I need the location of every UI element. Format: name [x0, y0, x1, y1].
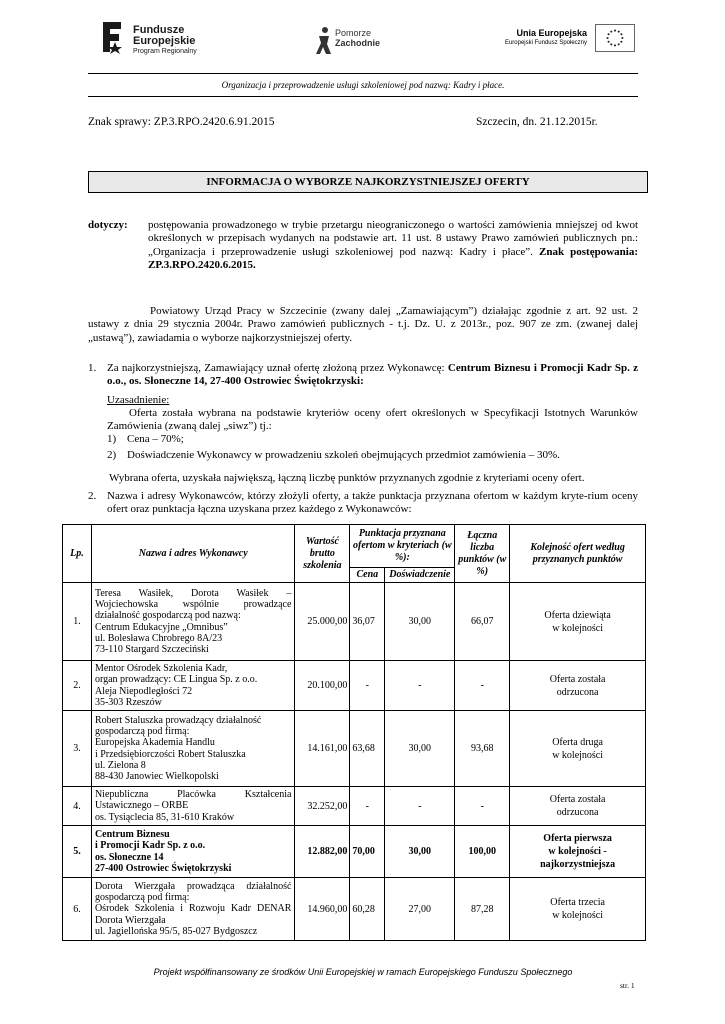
justification-label: Uzasadnienie:	[107, 394, 170, 406]
criterion-2-text: Doświadczenie Wykonawcy w prowadzeniu szkoleń obejmujących przedmiot zamówienia – 30%.	[127, 449, 560, 461]
row-total: 87,28	[455, 878, 510, 941]
dotyczy-bold: Znak postępowania: ZP.3.RPO.2420.6.2015.	[148, 245, 639, 271]
criterion-1-number: 1)	[107, 433, 117, 445]
row-name-line: Ośrodek Szkolenia i Rozwoju Kadr DENAR Dorota Wierzgała	[94, 903, 292, 926]
dotyczy-text	[148, 219, 638, 272]
row-name-line: 27-400 Ostrowiec Świętokrzyski	[94, 862, 232, 874]
unia-europejska-logo	[487, 22, 635, 58]
table-row	[63, 787, 646, 826]
row-name-line: ul. Jagiellońska 95/5, 85-027 Bydgoszcz	[94, 925, 258, 937]
header-dosw: Doświadczenie	[385, 568, 455, 583]
page-number: str. 1	[620, 981, 635, 990]
row-name	[91, 711, 294, 787]
fundusze-europejskie-logo	[95, 14, 235, 64]
row-order-line: Oferta trzecia	[550, 897, 605, 908]
row-order-line: odrzucona	[556, 807, 599, 818]
chosen-offer-note: Wybrana oferta, uzyskała największą, łączną liczbę punktów przyznanych zgodnie z kryteriami oceny ofert.	[109, 472, 585, 484]
dotyczy-label: dotyczy:	[88, 219, 128, 231]
point-1-text	[107, 362, 638, 389]
point-1-winner: Centrum Biznesu i Promocji Kadr Sp. z o.o., os. Słoneczne 14, 27-400 Ostrowiec Świętokrzyski:	[107, 362, 639, 388]
row-order	[510, 661, 646, 711]
row-name-line: i Przedsiębiorczości Robert Staluszka	[94, 748, 246, 760]
row-lp: 3.	[63, 711, 92, 787]
row-order-line: Oferta została	[549, 794, 606, 805]
row-total: -	[455, 787, 510, 826]
row-name-line: i Promocji Kadr Sp. z o.o.	[94, 840, 206, 852]
fe-sub: Program Regionalny	[133, 48, 197, 55]
table-header-row	[63, 525, 646, 568]
row-total: 66,07	[455, 583, 510, 661]
row-name-line: os. Słoneczne 14	[94, 851, 164, 863]
row-order	[510, 787, 646, 826]
footer-note: Projekt współfinansowany ze środków Unii Europejskiej w ramach Europejskiego Funduszu Społecznego	[153, 967, 573, 977]
row-dosw: -	[385, 661, 455, 711]
row-name-line: Aleja Niepodległości 72	[94, 685, 193, 697]
row-dosw: 30,00	[385, 826, 455, 878]
place-date: Szczecin, dn. 21.12.2015r.	[476, 116, 598, 128]
row-lp: 2.	[63, 661, 92, 711]
dotyczy-body: postępowania prowadzonego w trybie przetargu nieograniczonego o wartości zamówienia mniejszej od kwot określonych w przepisach wydanych na podstawie art. 11 ust. 8 ustawy Prawo zamówień publicznych pn.: „Organizacja i przeprowadzenie usługi szkoleniowej pod nazwą: Kadry i płace”.	[148, 219, 638, 258]
row-name-line: os. Tysiąclecia 85, 31-610 Kraków	[94, 811, 235, 823]
row-name	[91, 826, 294, 878]
row-name-line: Dorota Wierzgała prowadząca działalność gospodarczą pod firmą:	[94, 880, 292, 904]
criterion-2-number: 2)	[107, 449, 117, 461]
row-order-line: Oferta została	[549, 673, 606, 685]
row-lp: 6.	[63, 878, 92, 941]
pomorze-zachodnie-logo	[315, 24, 415, 64]
results-table	[62, 524, 646, 941]
row-cena: 70,00	[350, 826, 385, 878]
point-2-number: 2.	[88, 490, 97, 502]
table-row	[63, 878, 646, 941]
table-row-winner	[63, 826, 646, 878]
row-name	[91, 583, 294, 661]
row-order	[510, 878, 646, 941]
row-name-line: Centrum Biznesu	[94, 828, 170, 840]
fe-star-icon	[101, 20, 127, 54]
point-1-body: Za najkorzystniejszą, Zamawiający uznał ofertę złożoną przez Wykonawcę:	[107, 362, 445, 374]
header-total: Łączna liczba punktów (w %)	[455, 525, 510, 583]
row-order-line: w kolejności -	[548, 846, 607, 857]
row-lp: 1.	[63, 583, 92, 661]
table-row	[63, 583, 646, 661]
row-total: 93,68	[455, 711, 510, 787]
eu-flag-icon	[595, 24, 635, 52]
row-cena: -	[350, 661, 385, 711]
row-total: 100,00	[455, 826, 510, 878]
row-order-line: w kolejności	[552, 622, 604, 634]
row-name-line: organ prowadzący: CE Lingua Sp. z o.o.	[94, 674, 258, 686]
pz-line2: Zachodnie	[335, 38, 381, 48]
row-value: 12.882,00	[295, 826, 350, 878]
header-points: Punktacja przyznana ofertom w kryteriach (w %):	[350, 525, 455, 568]
row-name	[91, 787, 294, 826]
document-title: INFORMACJA O WYBORZE NAJKORZYSTNIEJSZEJ OFERTY	[88, 171, 648, 193]
row-total: -	[455, 661, 510, 711]
pz-figure-icon	[315, 26, 333, 56]
row-order-line: w kolejności	[552, 749, 604, 761]
intro-paragraph: Powiatowy Urząd Pracy w Szczecinie (zwany dalej „Zamawiającym”) działając zgodnie z art. 92 ust. 2 ustawy z dnia 29 stycznia 2004r. Prawo zamówień publicznych - t.j. Dz. U. z 2013r., poz. 907 ze zm. (zwanej dalej „ustawą”), zawiadamia o wyborze najkorzystniejszej oferty.	[88, 305, 638, 344]
subtitle-divider	[88, 96, 638, 97]
row-value: 14.960,00	[295, 878, 350, 941]
header-logos	[95, 14, 635, 64]
criterion-1-text: Cena – 70%;	[127, 433, 184, 445]
header-subtitle: Organizacja i przeprowadzenie usługi szkoleniowej pod nazwą: Kadry i płace.	[221, 80, 505, 90]
row-name-line: Niepubliczna Placówka Kształcenia Ustawicznego – ORBE	[94, 789, 292, 812]
row-name	[91, 878, 294, 941]
row-name	[91, 661, 294, 711]
pz-line1: Pomorze	[335, 28, 372, 38]
table-row	[63, 661, 646, 711]
row-cena: 36,07	[350, 583, 385, 661]
row-order	[510, 711, 646, 787]
row-order-line: w kolejności	[552, 910, 604, 921]
row-lp: 5.	[63, 826, 92, 878]
row-order-line: Oferta druga	[552, 736, 603, 748]
row-value: 25.000,00	[295, 583, 350, 661]
row-cena: 60,28	[350, 878, 385, 941]
row-name-line: ul. Bolesława Chrobrego 8A/23	[94, 632, 223, 644]
row-name-line: Teresa Wasiłek, Dorota Wasiłek – Wojciechowska wspólnie prowadzące działalność gospodarczą pod nazwą:	[94, 587, 292, 622]
row-dosw: 27,00	[385, 878, 455, 941]
row-name-line: Europejska Akademia Handlu	[94, 737, 215, 749]
row-name-line: Robert Staluszka prowadzący działalność gospodarczą pod firmą:	[94, 714, 262, 737]
point-1-number: 1.	[88, 362, 97, 374]
row-dosw: -	[385, 787, 455, 826]
row-cena: -	[350, 787, 385, 826]
row-value: 20.100,00	[295, 661, 350, 711]
row-name-line: 35-303 Rzeszów	[94, 696, 162, 708]
row-lp: 4.	[63, 787, 92, 826]
header-lp: Lp.	[63, 525, 92, 583]
header-divider	[88, 73, 638, 74]
ue-line1: Unia Europejska	[516, 28, 587, 38]
case-reference: Znak sprawy: ZP.3.RPO.2420.6.91.2015	[88, 116, 275, 128]
row-dosw: 30,00	[385, 583, 455, 661]
header-order: Kolejność ofert według przyznanych punktów	[510, 525, 646, 583]
row-order-line: Oferta pierwsza	[543, 833, 612, 844]
row-name-line: Mentor Ośrodek Szkolenia Kadr,	[94, 662, 228, 674]
ue-sub: Europejski Fundusz Społeczny	[504, 40, 587, 46]
row-dosw: 30,00	[385, 711, 455, 787]
row-order	[510, 583, 646, 661]
row-order-line: Oferta dziewiąta	[544, 609, 611, 621]
point-2-text: Nazwa i adresy Wykonawców, którzy złożyli oferty, a także punktacja przyznana ofertom w każdym kryte-rium oceny ofert oraz punktacja łączna uzyskana przez każdego z Wykonawców:	[107, 490, 638, 516]
row-order	[510, 826, 646, 878]
row-value: 14.161,00	[295, 711, 350, 787]
header-cena: Cena	[350, 568, 385, 583]
row-value: 32.252,00	[295, 787, 350, 826]
header-value: Wartość brutto szkolenia	[295, 525, 350, 583]
justification-text: Oferta została wybrana na podstawie kryteriów oceny ofert określonych w Specyfikacji Istotnych Warunków Zamówienia (zwaną dalej „siwz”) tj.:	[107, 407, 638, 433]
row-cena: 63,68	[350, 711, 385, 787]
fe-line2: Europejskie	[133, 35, 196, 47]
row-name-line: Centrum Edukacyjne „Omnibus”	[94, 621, 228, 633]
table-row	[63, 711, 646, 787]
row-name-line: 73-110 Stargard Szczeciński	[94, 644, 209, 656]
row-name-line: 88-430 Janowiec Wielkopolski	[94, 771, 219, 783]
row-order-line: odrzucona	[556, 686, 599, 698]
fe-line1: Fundusze	[133, 24, 185, 36]
header-name: Nazwa i adres Wykonawcy	[91, 525, 294, 583]
row-order-line: najkorzystniejsza	[540, 859, 616, 870]
row-name-line: ul. Zielona 8	[94, 759, 146, 771]
